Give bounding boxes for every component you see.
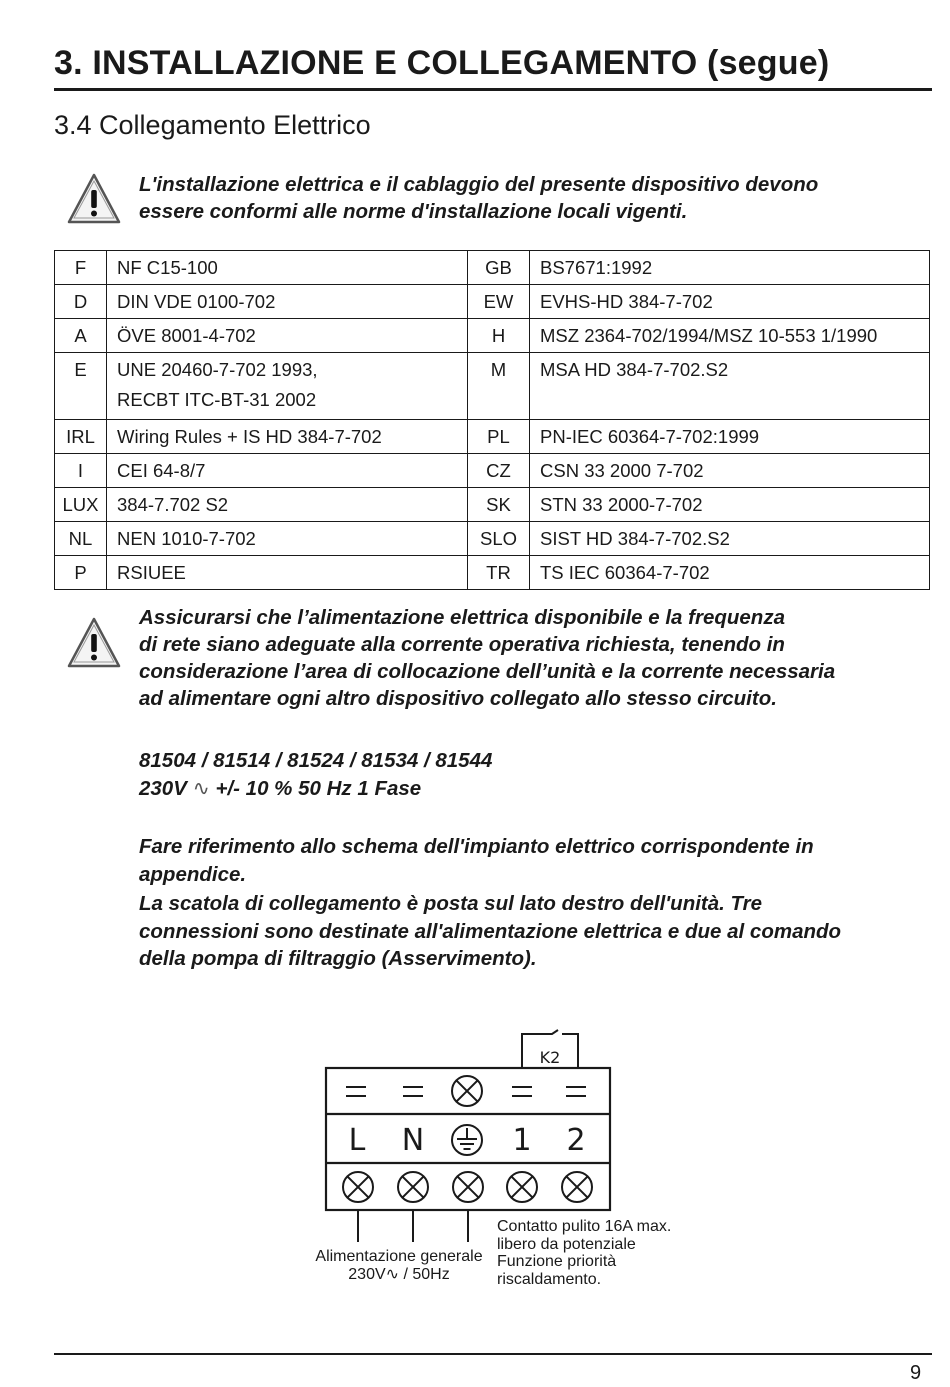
norms-table-row bbox=[55, 420, 930, 454]
country-code-left: D bbox=[55, 285, 107, 319]
country-code-left: E bbox=[55, 353, 107, 420]
warning-line: ad alimentare ogni altro dispositivo collegato allo stesso circuito. bbox=[139, 687, 777, 710]
relay-k2-symbol bbox=[522, 1030, 578, 1068]
terminal-label-n: N bbox=[401, 1123, 425, 1158]
reference-line: La scatola di collegamento è posta sul lato destro dell'unità. Tre bbox=[139, 892, 763, 915]
norm-left: DIN VDE 0100-702 bbox=[107, 285, 468, 319]
terminal-screw-icon bbox=[562, 1172, 592, 1202]
country-code-left: LUX bbox=[55, 488, 107, 522]
terminal-screw-icon bbox=[343, 1172, 373, 1202]
norm-left bbox=[107, 353, 468, 420]
terminal-screw-icon bbox=[398, 1172, 428, 1202]
norm-right: EVHS-HD 384-7-702 bbox=[530, 285, 930, 319]
country-code-right: GB bbox=[468, 251, 530, 285]
earth-ground-icon bbox=[452, 1125, 482, 1155]
terminal-label-2: 2 bbox=[566, 1123, 586, 1158]
reference-line: Fare riferimento allo schema dell'impianto elettrico corrispondente in bbox=[139, 835, 814, 858]
warning-text-compliance bbox=[139, 171, 929, 225]
caption-dry-contact bbox=[497, 1218, 671, 1288]
caption-power-supply bbox=[301, 1248, 497, 1283]
warning-text-power-supply bbox=[139, 604, 929, 712]
norm-right: BS7671:1992 bbox=[530, 251, 930, 285]
reference-line: appendice. bbox=[139, 862, 247, 886]
country-code-right: SLO bbox=[468, 522, 530, 556]
country-code-left: NL bbox=[55, 522, 107, 556]
country-code-right: M bbox=[468, 353, 530, 420]
model-numbers: 81504 / 81514 / 81524 / 81534 / 81544 bbox=[139, 749, 493, 772]
caption-line: Contatto pulito 16A max. bbox=[497, 1218, 672, 1235]
norm-left: NEN 1010-7-702 bbox=[107, 522, 468, 556]
caption-line: riscaldamento. bbox=[497, 1270, 602, 1288]
title-underline bbox=[54, 88, 932, 91]
norms-table-row bbox=[55, 522, 930, 556]
norms-table-row bbox=[55, 251, 930, 285]
country-code-left: P bbox=[55, 556, 107, 590]
terminal-screw-icon bbox=[507, 1172, 537, 1202]
terminal-screw-icon bbox=[453, 1172, 483, 1202]
warning-line: Assicurarsi che l’alimentazione elettrica disponibile e la frequenza bbox=[139, 606, 785, 629]
power-tolerance: +/- 10 % 50 Hz 1 Fase bbox=[215, 777, 422, 800]
country-code-right: TR bbox=[468, 556, 530, 590]
reference-line: della pompa di filtraggio (Asservimento). bbox=[139, 947, 537, 970]
page-number: 9 bbox=[910, 1362, 922, 1384]
relay-label: K2 bbox=[539, 1048, 561, 1067]
norm-right: PN-IEC 60364-7-702:1999 bbox=[530, 420, 930, 454]
country-code-left: I bbox=[55, 454, 107, 488]
norms-table bbox=[54, 250, 930, 590]
warning-line: di rete siano adeguate alla corrente operativa richiesta, tenendo in bbox=[139, 633, 785, 656]
country-code-left: F bbox=[55, 251, 107, 285]
warning-line: essere conformi alle norme d'installazione locali vigenti. bbox=[139, 200, 688, 223]
country-code-right: PL bbox=[468, 420, 530, 454]
warning-triangle-icon bbox=[66, 616, 122, 670]
terminal-label-1: 1 bbox=[512, 1123, 532, 1158]
caption-line: 230V∿ / 50Hz bbox=[348, 1265, 450, 1283]
terminal-label-l: L bbox=[348, 1123, 366, 1158]
norm-right: STN 33 2000-7-702 bbox=[530, 488, 930, 522]
norm-right: MSZ 2364-702/1994/MSZ 10-553 1/1990 bbox=[530, 319, 930, 353]
power-voltage: 230V bbox=[139, 777, 187, 800]
top-row-symbols bbox=[346, 1076, 586, 1106]
norm-right: MSA HD 384-7-702.S2 bbox=[530, 353, 930, 420]
country-code-left: A bbox=[55, 319, 107, 353]
norm-left: NF C15-100 bbox=[107, 251, 468, 285]
reference-paragraph bbox=[139, 833, 939, 973]
norm-left: 384-7.702 S2 bbox=[107, 488, 468, 522]
norm-right: TS IEC 60364-7-702 bbox=[530, 556, 930, 590]
caption-line: Funzione priorità bbox=[497, 1253, 617, 1270]
country-code-left: IRL bbox=[55, 420, 107, 454]
norms-table-row bbox=[55, 285, 930, 319]
norm-left: CEI 64-8/7 bbox=[107, 454, 468, 488]
norm-left: ÖVE 8001-4-702 bbox=[107, 319, 468, 353]
warning-line: L'installazione elettrica e il cablaggio del presente dispositivo devono bbox=[139, 173, 819, 196]
norms-table-row bbox=[55, 454, 930, 488]
caption-line: Alimentazione generale bbox=[315, 1248, 483, 1265]
terminal-block-diagram bbox=[290, 1025, 710, 1295]
norms-table-row bbox=[55, 319, 930, 353]
norm-right: SIST HD 384-7-702.S2 bbox=[530, 522, 930, 556]
norm-left: RSIUEE bbox=[107, 556, 468, 590]
norms-table-row bbox=[55, 556, 930, 590]
power-spec bbox=[139, 775, 421, 803]
footer-rule bbox=[54, 1353, 932, 1355]
country-code-right: H bbox=[468, 319, 530, 353]
ac-wave-symbol: ∿ bbox=[192, 777, 210, 800]
norm-left-line: RECBT ITC-BT-31 2002 bbox=[117, 389, 317, 410]
terminal-screws bbox=[343, 1172, 592, 1202]
norm-left: Wiring Rules + IS HD 384-7-702 bbox=[107, 420, 468, 454]
country-code-right: CZ bbox=[468, 454, 530, 488]
page-title: 3. INSTALLAZIONE E COLLEGAMENTO (segue) bbox=[54, 44, 830, 82]
norm-right: CSN 33 2000 7-702 bbox=[530, 454, 930, 488]
country-code-right: SK bbox=[468, 488, 530, 522]
norms-table-row bbox=[55, 488, 930, 522]
warning-triangle-icon bbox=[66, 172, 122, 226]
country-code-right: EW bbox=[468, 285, 530, 319]
reference-line: connessioni sono destinate all'alimentazione elettrica e due al comando bbox=[139, 919, 842, 943]
caption-line: libero da potenziale bbox=[497, 1235, 636, 1253]
warning-line: considerazione l’area di collocazione dell’unità e la corrente necessaria bbox=[139, 660, 836, 683]
norm-left-line: UNE 20460-7-702 1993, bbox=[117, 359, 318, 380]
section-title: 3.4 Collegamento Elettrico bbox=[54, 110, 371, 140]
norms-table-row bbox=[55, 353, 930, 420]
